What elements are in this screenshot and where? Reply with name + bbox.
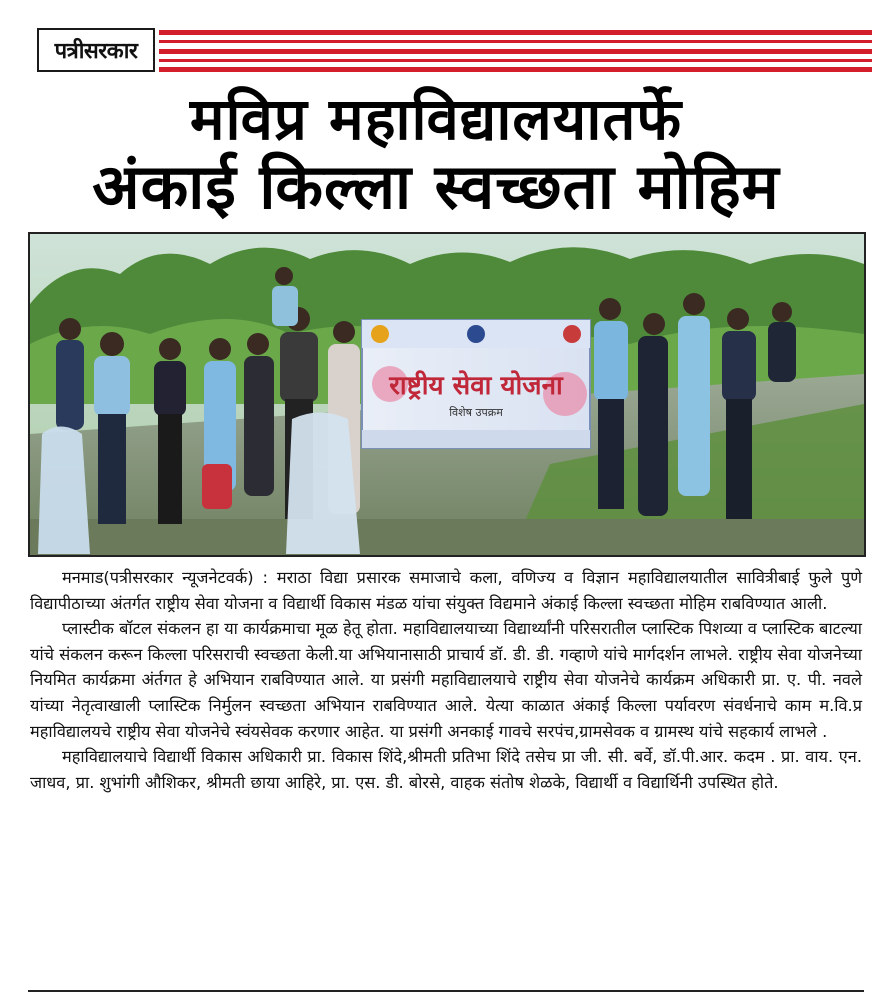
- article-body: [30, 565, 862, 795]
- masthead: [37, 28, 872, 74]
- stripe: [159, 30, 872, 35]
- article-paragraph-1: मनमाड(पत्रीसरकार न्यूजनेटवर्क) : मराठा विद्या प्रसारक समाजाचे कला, वणिज्य व विज्ञान महाविद्यालयातील सावित्रीबाई फुले पुणे विद्यापीठाच्या अंतर्गत राष्ट्रीय सेवा योजना व विद्यार्थी विकास मंडळ यांचा संयुक्त विद्यमाने अंकाई किल्ला स्वच्छता मोहिम राबविण्यात आली.: [30, 568, 862, 613]
- stripe: [159, 59, 872, 62]
- photo-bag: [38, 427, 90, 555]
- article-paragraph-2: प्लास्टीक बॉटल संकलन हा या कार्यक्रमाचा मूळ हेतू होता. महाविद्यालयाच्या विद्यार्थ्यांनी परिसरातील प्लास्टिक पिशव्या व प्लास्टिक बाटल्या यांचे संकलन करून किल्ला परिसराची स्वच्छता केली.या अभियानासाठी प्राचार्य डॉ. डी. डी. गव्हाणे यांचे मार्गदर्शन लाभले. राष्ट्रीय सेवा योजनेच्या नियमित कार्यक्रमा अंर्तगत हे अभियान राबविण्यात आले. या प्रसंगी महाविद्यालयाचे राष्ट्रीय सेवा योजनेचे कार्यक्रम अधिकारी प्रा. ए. पी. नवले यांच्या नेतृत्वाखाली प्लास्टिक निर्मुलन स्वच्छता अभियान राबविण्यात आले. येत्या काळात अंकाई किल्ला पर्यावरण संवर्धनाचे काम म.वि.प्र महाविद्यालयचे राष्ट्रीय सेवा योजनेचे स्वंयसेवक करणार आहेत. या प्रसंगी अनकाई गावचे सरपंच,ग्रामसेवक व ग्रामस्थ यांचे सहकार्य लाभले .: [30, 619, 862, 741]
- person: [154, 338, 186, 524]
- person: [244, 333, 274, 496]
- stripe: [159, 49, 872, 54]
- person: [722, 308, 756, 519]
- bottom-rule: [28, 990, 864, 992]
- article-paragraph-3: महाविद्यालयाचे विद्यार्थी विकास अधिकारी प्रा. विकास शिंदे,श्रीमती प्रतिभा शिंदे तसेच प्रा जी. सी. बर्वे, डॉ.पी.आर. कदम . प्रा. वाय. एन. जाधव, प्रा. शुभांगी औशिकर, श्रीमती छाया आहिरे, प्रा. एस. डी. बोरसे, वाहक संतोष शेळके, विद्यार्थी व विद्यार्थिनी उपस्थित होते.: [30, 747, 862, 792]
- stripe: [159, 67, 872, 72]
- banner-title: राष्ट्रीय सेवा योजना: [389, 371, 563, 401]
- photo-red-bag: [202, 464, 232, 509]
- banner-subtitle: विशेष उपक्रम: [449, 406, 503, 419]
- newspaper-logo-text: पत्रीसरकार: [54, 38, 138, 64]
- news-photo: [28, 232, 866, 557]
- person: [678, 293, 710, 496]
- nss-banner: [362, 320, 590, 448]
- masthead-stripes: [159, 30, 872, 72]
- photo-bag: [286, 413, 360, 555]
- banner-emblem: [467, 325, 485, 343]
- photo-foreground: [30, 519, 864, 555]
- person: [594, 298, 628, 509]
- newspaper-logo: [37, 28, 155, 72]
- banner-emblem: [563, 325, 581, 343]
- person: [94, 332, 130, 524]
- person: [638, 313, 668, 516]
- banner-emblem: [371, 325, 389, 343]
- headline-line-2: अंकाई किल्ला स्वच्छता मोहिम: [92, 150, 780, 223]
- headline-line-1: मविप्र महाविद्यालयातर्फे: [189, 85, 683, 153]
- stripe: [159, 40, 872, 43]
